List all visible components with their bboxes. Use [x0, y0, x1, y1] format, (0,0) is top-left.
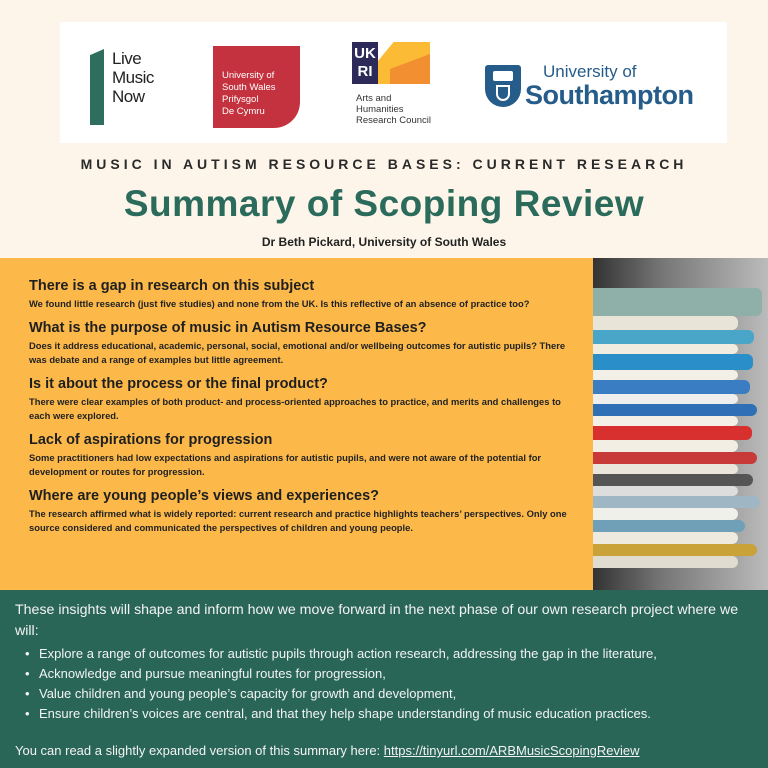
list-item: • Acknowledge and pursue meaningful routes for progression, — [25, 664, 753, 684]
finding-heading: Is it about the process or the final product? — [29, 376, 328, 392]
university-of-south-wales-logo: University of South Wales Prifysgol De Cymru — [213, 46, 300, 128]
book-pages — [593, 394, 738, 404]
book-pages — [593, 416, 738, 426]
live-music-now-logo: Live Music Now — [90, 47, 170, 127]
book-spine — [593, 474, 753, 486]
book-spine — [593, 496, 760, 508]
finding — [29, 432, 583, 479]
list-item: • Value children and young people’s capacity for growth and development, — [25, 684, 753, 704]
book-pages — [593, 344, 738, 354]
book-spine — [593, 354, 753, 370]
finding — [29, 320, 583, 367]
book-spine — [593, 404, 757, 416]
tagline: MUSIC IN AUTISM RESOURCE BASES: CURRENT RESEARCH — [80, 156, 688, 172]
list-item: • Explore a range of outcomes for autistic pupils through action research, addressing the gap in the literature, — [25, 644, 753, 664]
book-spine — [593, 288, 762, 316]
book-pages — [593, 486, 738, 496]
book-pages — [593, 370, 738, 380]
finding-body: We found little research (just five studies) and none from the UK. Is this reflective of an absence of practice too? — [29, 298, 530, 309]
book-pages — [593, 316, 738, 330]
book-pages — [593, 556, 738, 568]
finding-heading: There is a gap in research on this subject — [29, 278, 315, 294]
next-steps-intro: These insights will shape and inform how we move forward in the next phase of our own research project where we will: — [15, 602, 739, 639]
next-steps-panel — [0, 590, 768, 768]
book-spine — [593, 520, 745, 532]
finding — [29, 278, 583, 311]
ukri-ahrc-logo: UK RI Arts and Humanities Research Council — [352, 42, 442, 134]
finding — [29, 376, 583, 423]
page-title: Summary of Scoping Review — [123, 183, 645, 224]
book-spine — [593, 330, 754, 344]
finding-body: There were clear examples of both product- and process-oriented approaches to practice, and merits and challenges to each were explored. — [29, 396, 561, 421]
findings-panel — [0, 258, 593, 590]
finding-body: Some practitioners had low expectations and aspirations for autistic pupils, and were not aware of the potential for development or routes for progression. — [29, 452, 542, 477]
shield-icon — [485, 65, 521, 107]
book-spine — [593, 426, 752, 440]
book-spine — [593, 544, 757, 556]
logo-banner — [60, 22, 727, 143]
link-line: You can read a slightly expanded version of this summary here: https://tinyurl.com/ARBMusicScopingReview — [15, 743, 640, 758]
review-link[interactable]: https://tinyurl.com/ARBMusicScopingReview — [383, 743, 640, 758]
book-spine — [593, 452, 757, 464]
finding-body: Does it address educational, academic, personal, social, emotional and/or wellbeing outcomes for autistic pupils? There was debate and a range of examples but little agreement. — [29, 340, 566, 365]
book-stack-image — [593, 258, 768, 590]
book-spine — [593, 380, 750, 394]
finding-body: The research affirmed what is widely reported: current research and practice highlights teachers’ perspectives. Only one source considered and communicated the perspectives of children and young people. — [29, 508, 567, 533]
finding-heading: Lack of aspirations for progression — [29, 432, 273, 448]
book-pages — [593, 508, 738, 520]
next-steps-list — [25, 644, 753, 724]
finding-heading: Where are young people’s views and experiences? — [29, 488, 380, 504]
author: Dr Beth Pickard, University of South Wales — [261, 235, 507, 249]
book-pages — [593, 532, 738, 544]
university-of-southampton-logo: University of Southampton — [485, 60, 715, 112]
book-pages — [593, 440, 738, 452]
finding-heading: What is the purpose of music in Autism Resource Bases? — [29, 320, 427, 336]
list-item: • Ensure children’s voices are central, and that they help shape understanding of music education practices. — [25, 704, 753, 724]
finding — [29, 488, 583, 535]
book-pages — [593, 464, 738, 474]
